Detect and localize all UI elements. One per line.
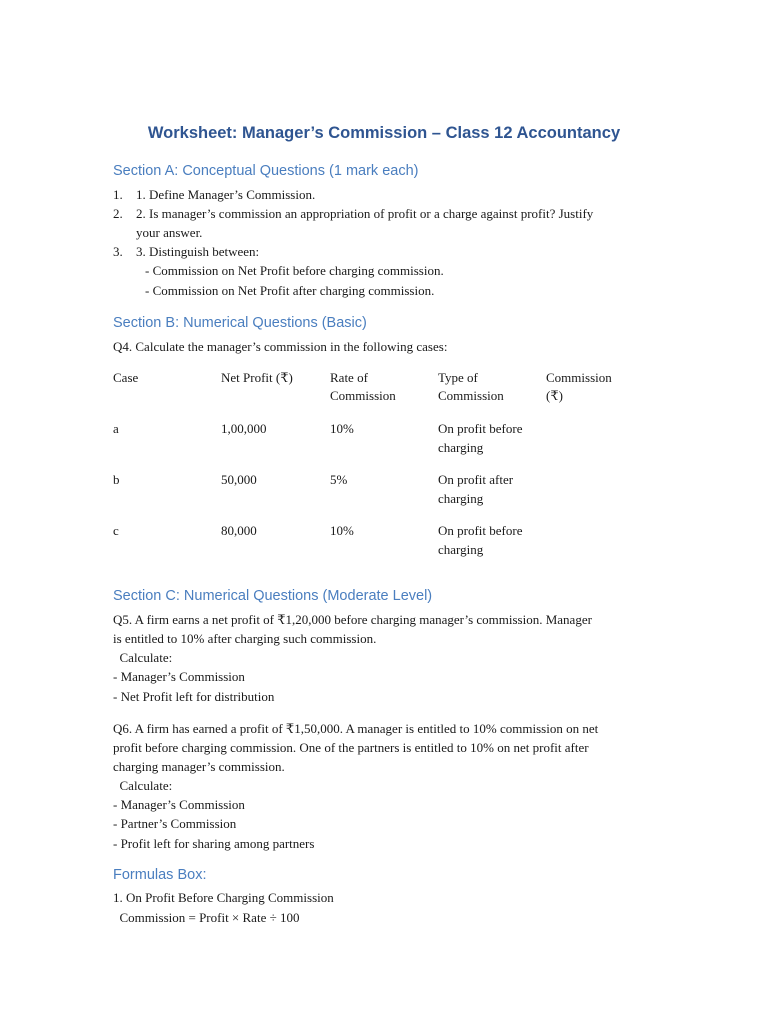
question-1-text: 1. Define Manager’s Commission. [136,187,316,202]
table-cell-type: charging [438,440,484,455]
question-6-item: - Profit left for sharing among partners [113,836,315,851]
question-6-calculate: Calculate: [113,778,173,793]
table-cell-rate: 10% [330,523,354,538]
question-4-text: Q4. Calculate the manager’s commission in the following cases: [113,339,448,354]
table-header: Net Profit (₹) [221,370,293,385]
question-5-text: Q5. A firm earns a net profit of ₹1,20,000 before charging manager’s commission. Manager [113,612,592,627]
question-5-item: - Manager’s Commission [113,669,245,684]
table-header: Case [113,370,139,385]
table-header: Commission [438,388,504,403]
table-cell-type: On profit before [438,421,523,436]
table-cell-net-profit: 80,000 [221,523,257,538]
formulas-heading: Formulas Box: [113,867,207,883]
table-cell-net-profit: 1,00,000 [221,421,267,436]
question-3-text: 3. Distinguish between: [136,244,260,259]
table-cell-case: a [113,421,119,436]
formula-expression: Commission = Profit × Rate ÷ 100 [113,910,300,925]
list-number: 1. [113,187,123,202]
section-b-heading: Section B: Numerical Questions (Basic) [113,315,367,331]
section-a-heading: Section A: Conceptual Questions (1 mark each) [113,163,419,179]
section-c-heading: Section C: Numerical Questions (Moderate Level) [113,588,433,604]
list-number: 3. [113,244,123,259]
question-6-text: charging manager’s commission. [113,759,285,774]
table-header: Commission [546,370,612,385]
question-3-option: - Commission on Net Profit before charging commission. [145,263,444,278]
table-header: Commission [330,388,396,403]
question-5-text: is entitled to 10% after charging such commission. [113,631,377,646]
table-cell-case: b [113,472,120,487]
table-cell-net-profit: 50,000 [221,472,257,487]
question-6-item: - Manager’s Commission [113,797,245,812]
table-cell-type: On profit before [438,523,523,538]
question-3-option: - Commission on Net Profit after charging commission. [145,283,435,298]
list-number: 2. [113,206,123,221]
question-6-text: Q6. A firm has earned a profit of ₹1,50,000. A manager is entitled to 10% commission on net [113,721,599,736]
question-6-text: profit before charging commission. One of the partners is entitled to 10% on net profit after [113,740,589,755]
table-cell-type: charging [438,542,484,557]
question-2-text-cont: your answer. [136,225,203,240]
question-2-text: 2. Is manager’s commission an appropriation of profit or a charge against profit? Justify [136,206,594,221]
question-5-item: - Net Profit left for distribution [113,689,275,704]
table-cell-rate: 10% [330,421,354,436]
table-cell-type: On profit after [438,472,514,487]
table-cell-type: charging [438,491,484,506]
page-title: Worksheet: Manager’s Commission – Class 12 Accountancy [147,124,621,142]
table-header: Rate of [330,370,368,385]
question-5-calculate: Calculate: [113,650,173,665]
formula-title: 1. On Profit Before Charging Commission [113,890,334,905]
table-header: Type of [438,370,478,385]
table-cell-rate: 5% [330,472,348,487]
table-header: (₹) [546,388,563,403]
question-6-item: - Partner’s Commission [113,816,237,831]
table-cell-case: c [113,523,119,538]
